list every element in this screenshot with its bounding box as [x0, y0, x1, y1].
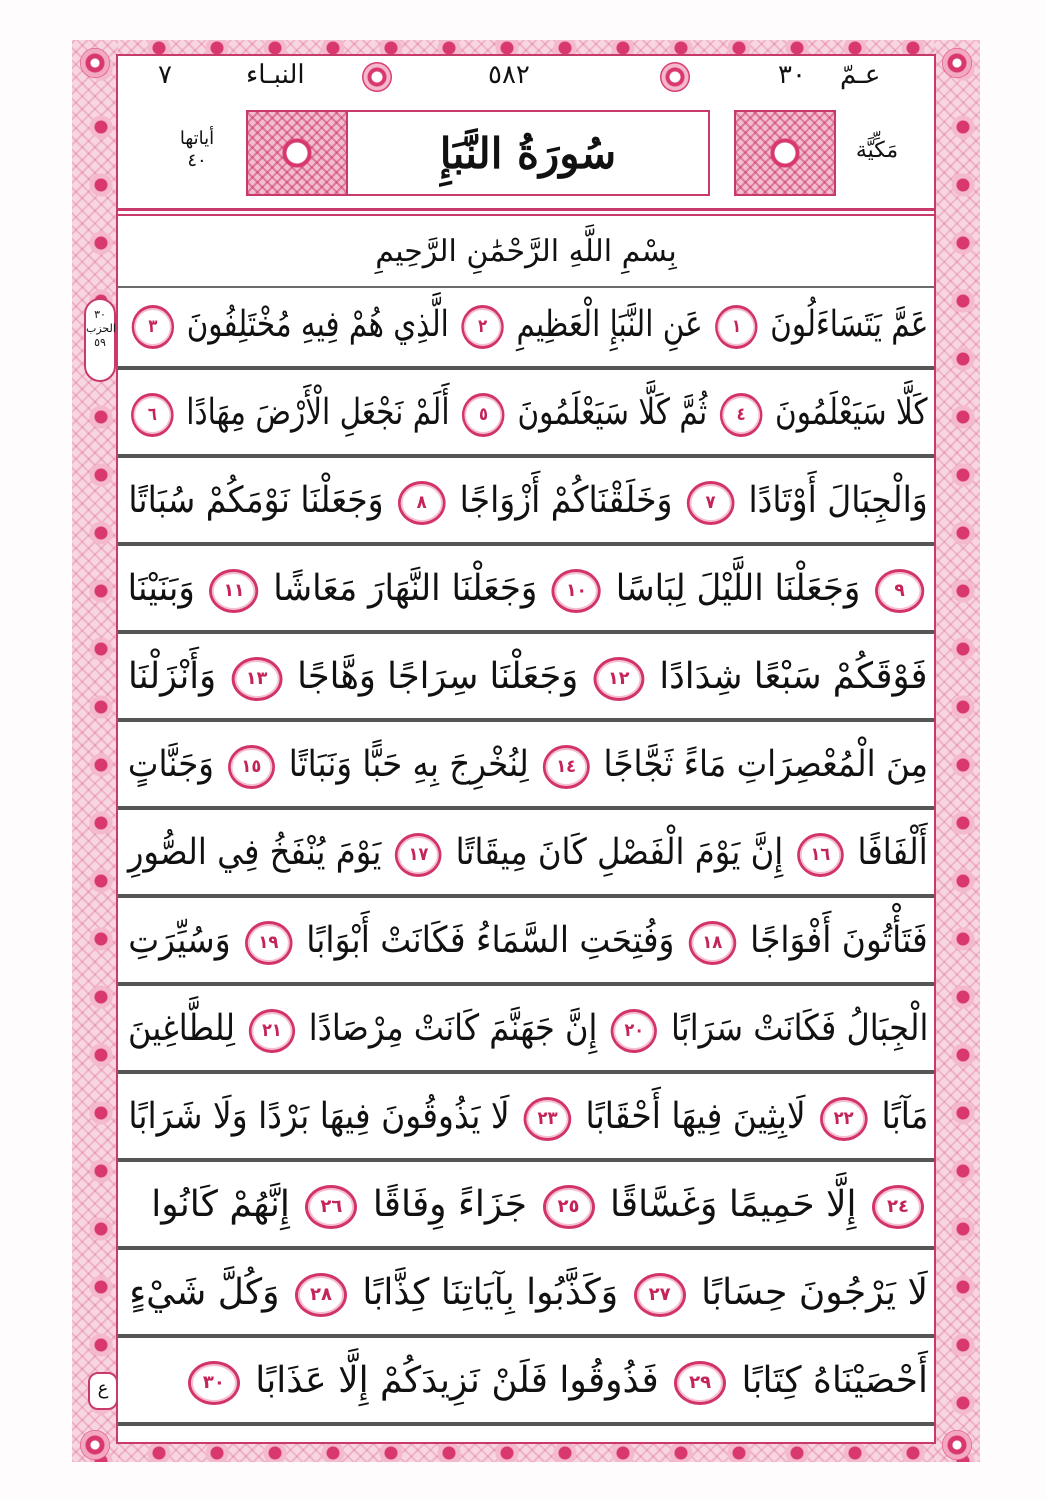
surah-title-box	[346, 110, 710, 196]
surah-title-panel	[118, 98, 934, 211]
verse-line-text	[128, 569, 928, 613]
verse-number-marker: ١	[715, 305, 757, 349]
corner-rosette-icon	[80, 1430, 110, 1460]
verse-line	[118, 816, 934, 898]
verse-text: إِنَّ يَوْمَ الْفَصْلِ كَانَ مِيقَاتًا	[445, 832, 794, 873]
ayat-count-label	[162, 128, 232, 172]
verse-text: أَلْفَافًا	[847, 832, 928, 873]
ruku-marker: ع	[88, 1372, 118, 1410]
verse-number-marker: ٦	[131, 393, 174, 437]
verse-line-text	[128, 745, 928, 789]
verse-number-marker: ٨	[398, 481, 446, 525]
header-rosette-icon	[660, 62, 690, 92]
verse-number-marker: ١٢	[594, 657, 645, 701]
verse-line-text	[128, 921, 928, 965]
verse-text: يَوْمَ يُنْفَخُ فِي الصُّورِ	[128, 832, 392, 873]
verse-line-text	[151, 1185, 928, 1229]
verse-text: وَجَعَلْنَا نَوْمَكُمْ سُبَاتًا	[128, 480, 395, 521]
verse-number-marker: ١٣	[232, 657, 283, 701]
verse-text: وَكُلَّ شَيْءٍ	[129, 1272, 291, 1313]
verse-text: الَّذِي هُمْ فِيهِ مُخْتَلِفُونَ	[176, 304, 458, 345]
header-surah-name: النبـاء	[246, 60, 305, 90]
verse-text: لَا يَذُوقُونَ فِيهَا بَرْدًا وَلَا شَرَابًا	[127, 1096, 520, 1137]
header-surah-number: ٧	[158, 60, 172, 90]
verse-number-marker: ٢٦	[305, 1185, 357, 1229]
verse-number-marker: ١٦	[797, 833, 844, 877]
verse-text: مَآبًا	[870, 1096, 928, 1137]
verse-text: وَجَعَلْنَا سِرَاجًا وَهَّاجًا	[286, 656, 590, 697]
verse-line	[118, 1168, 934, 1250]
verse-number-marker: ٣٠	[188, 1361, 240, 1405]
verse-number-marker: ١٧	[395, 833, 442, 877]
verse-number-marker: ١١	[209, 569, 258, 613]
verse-text: لِنُخْرِجَ بِهِ حَبًّا وَنَبَاتًا	[278, 744, 540, 785]
verse-number-marker: ١٠	[552, 569, 601, 613]
verse-number-marker: ١٨	[689, 921, 736, 965]
verse-number-marker: ٥	[463, 393, 506, 437]
corner-rosette-icon	[942, 48, 972, 78]
verse-line	[118, 992, 934, 1074]
verse-text: وَكَذَّبُوا بِآيَاتِنَا كِذَّابًا	[350, 1272, 630, 1313]
verse-line	[118, 640, 934, 722]
verse-text: وَسُيِّرَتِ	[128, 920, 242, 961]
verse-lines	[118, 288, 934, 1438]
verse-text: لَا يَرْجُونَ حِسَابًا	[689, 1272, 928, 1313]
verse-text: عَنِ النَّبَإِ الْعَظِيمِ	[506, 304, 712, 345]
verse-number-marker: ٩	[875, 569, 924, 613]
bottom-ornamental-border	[72, 1444, 980, 1462]
verse-line-text	[128, 1097, 928, 1141]
verse-line	[118, 376, 934, 458]
verse-text: جَزَاءً وِفَاقًا	[361, 1184, 539, 1225]
verse-line	[118, 1256, 934, 1338]
page-number: ٥٨٢	[488, 60, 530, 90]
basmala-row	[118, 214, 934, 290]
verse-text: أَلَمْ نَجْعَلِ الْأَرْضَ مِهَادًا	[177, 392, 460, 433]
verse-number-marker: ٢٠	[611, 1009, 657, 1053]
verse-text: وَجَنَّاتٍ	[127, 744, 225, 785]
verse-line-text	[129, 1273, 928, 1317]
verse-text: فَوْقَكُمْ سَبْعًا شِدَادًا	[648, 656, 928, 697]
verse-number-marker: ٣	[131, 305, 173, 349]
verse-number-marker: ٢	[461, 305, 503, 349]
verse-text: وَجَعَلْنَا النَّهَارَ مَعَاشًا	[262, 568, 549, 609]
verse-text: كَلَّا سَيَعْلَمُونَ	[766, 392, 928, 433]
verse-text: إِنَّهُمْ كَانُوا	[151, 1184, 302, 1225]
hizb-marker: ٣٠ الحزب ٥٩	[84, 298, 116, 382]
verse-line-text	[128, 833, 928, 877]
verse-line-text	[128, 393, 928, 437]
verse-line	[118, 1344, 934, 1426]
verse-text: فَتَأْتُونَ أَفْوَاجًا	[739, 920, 928, 961]
basmala: بِسْمِ اللَّهِ الرَّحْمَٰنِ الرَّحِيمِ	[375, 233, 677, 269]
verse-line	[118, 728, 934, 810]
verse-number-marker: ٢٥	[543, 1185, 595, 1229]
verse-line	[118, 288, 934, 370]
verse-text: وَالْجِبَالَ أَوْتَادًا	[738, 480, 928, 521]
revelation-type: مَكِّيَّة	[855, 138, 899, 163]
ayat-label: أياتها	[179, 128, 215, 149]
verse-text: وَأَنْزَلْنَا	[128, 656, 228, 697]
verse-line	[118, 904, 934, 986]
verse-number-marker: ٧	[687, 481, 735, 525]
corner-rosette-icon	[942, 1430, 972, 1460]
header-juz-name: عـمّ	[840, 60, 881, 90]
verse-number-marker: ٢٤	[872, 1185, 924, 1229]
verse-line-text	[128, 305, 928, 349]
corner-rosette-icon	[80, 48, 110, 78]
verse-text: أَحْصَيْنَاهُ كِتَابًا	[730, 1360, 928, 1401]
verse-line	[118, 464, 934, 546]
verse-line-text	[127, 1009, 928, 1053]
verse-line	[118, 552, 934, 634]
verse-number-marker: ١٤	[543, 745, 590, 789]
header-rosette-icon	[362, 62, 392, 92]
surah-title: سُورَةُ النَّبَإِ	[439, 128, 617, 178]
verse-text: إِنَّ جَهَنَّمَ كَانَتْ مِرْصَادًا	[298, 1008, 608, 1049]
verse-text: فَذُوقُوا فَلَنْ نَزِيدَكُمْ إِلَّا عَذَابًا	[243, 1360, 671, 1401]
page-header	[118, 56, 934, 100]
verse-text: لِلطَّاغِينَ	[127, 1008, 245, 1049]
verse-text: عَمَّ يَتَسَاءَلُونَ	[760, 304, 928, 345]
title-ornament-left	[246, 110, 348, 196]
verse-text: وَبَنَيْنَا	[127, 568, 206, 609]
verse-number-marker: ٢٧	[634, 1273, 686, 1317]
verse-line-text	[184, 1361, 928, 1405]
verse-text: الْجِبَالُ فَكَانَتْ سَرَابًا	[660, 1008, 928, 1049]
title-ornament-right	[734, 110, 836, 196]
verse-line	[118, 1080, 934, 1162]
verse-text: مِنَ الْمُعْصِرَاتِ مَاءً ثَجَّاجًا	[593, 744, 928, 785]
verse-number-marker: ٢١	[248, 1009, 294, 1053]
verse-number-marker: ٢٣	[523, 1097, 571, 1141]
verse-text: وَخَلَقْنَاكُمْ أَزْوَاجًا	[449, 480, 684, 521]
verse-number-marker: ٢٢	[819, 1097, 867, 1141]
verse-text: وَجَعَلْنَا اللَّيْلَ لِبَاسًا	[604, 568, 872, 609]
verse-text: ثُمَّ كَلَّا سَيَعْلَمُونَ	[508, 392, 717, 433]
verse-number-marker: ٤	[720, 393, 763, 437]
verse-text: إِلَّا حَمِيمًا وَغَسَّاقًا	[598, 1184, 868, 1225]
ayat-count: ٤٠	[187, 150, 207, 171]
left-ornamental-border	[72, 40, 118, 1462]
header-juz-number: ٣٠	[778, 60, 806, 90]
verse-number-marker: ١٥	[228, 745, 275, 789]
verse-text: وَفُتِحَتِ السَّمَاءُ فَكَانَتْ أَبْوَابًا	[296, 920, 686, 961]
verse-text: لَابِثِينَ فِيهَا أَحْقَابًا	[574, 1096, 816, 1137]
verse-number-marker: ١٩	[245, 921, 292, 965]
verse-line-text	[128, 657, 928, 701]
right-ornamental-border	[934, 40, 980, 1462]
verse-number-marker: ٢٨	[295, 1273, 347, 1317]
verse-line-text	[129, 481, 928, 525]
verse-number-marker: ٢٩	[674, 1361, 726, 1405]
